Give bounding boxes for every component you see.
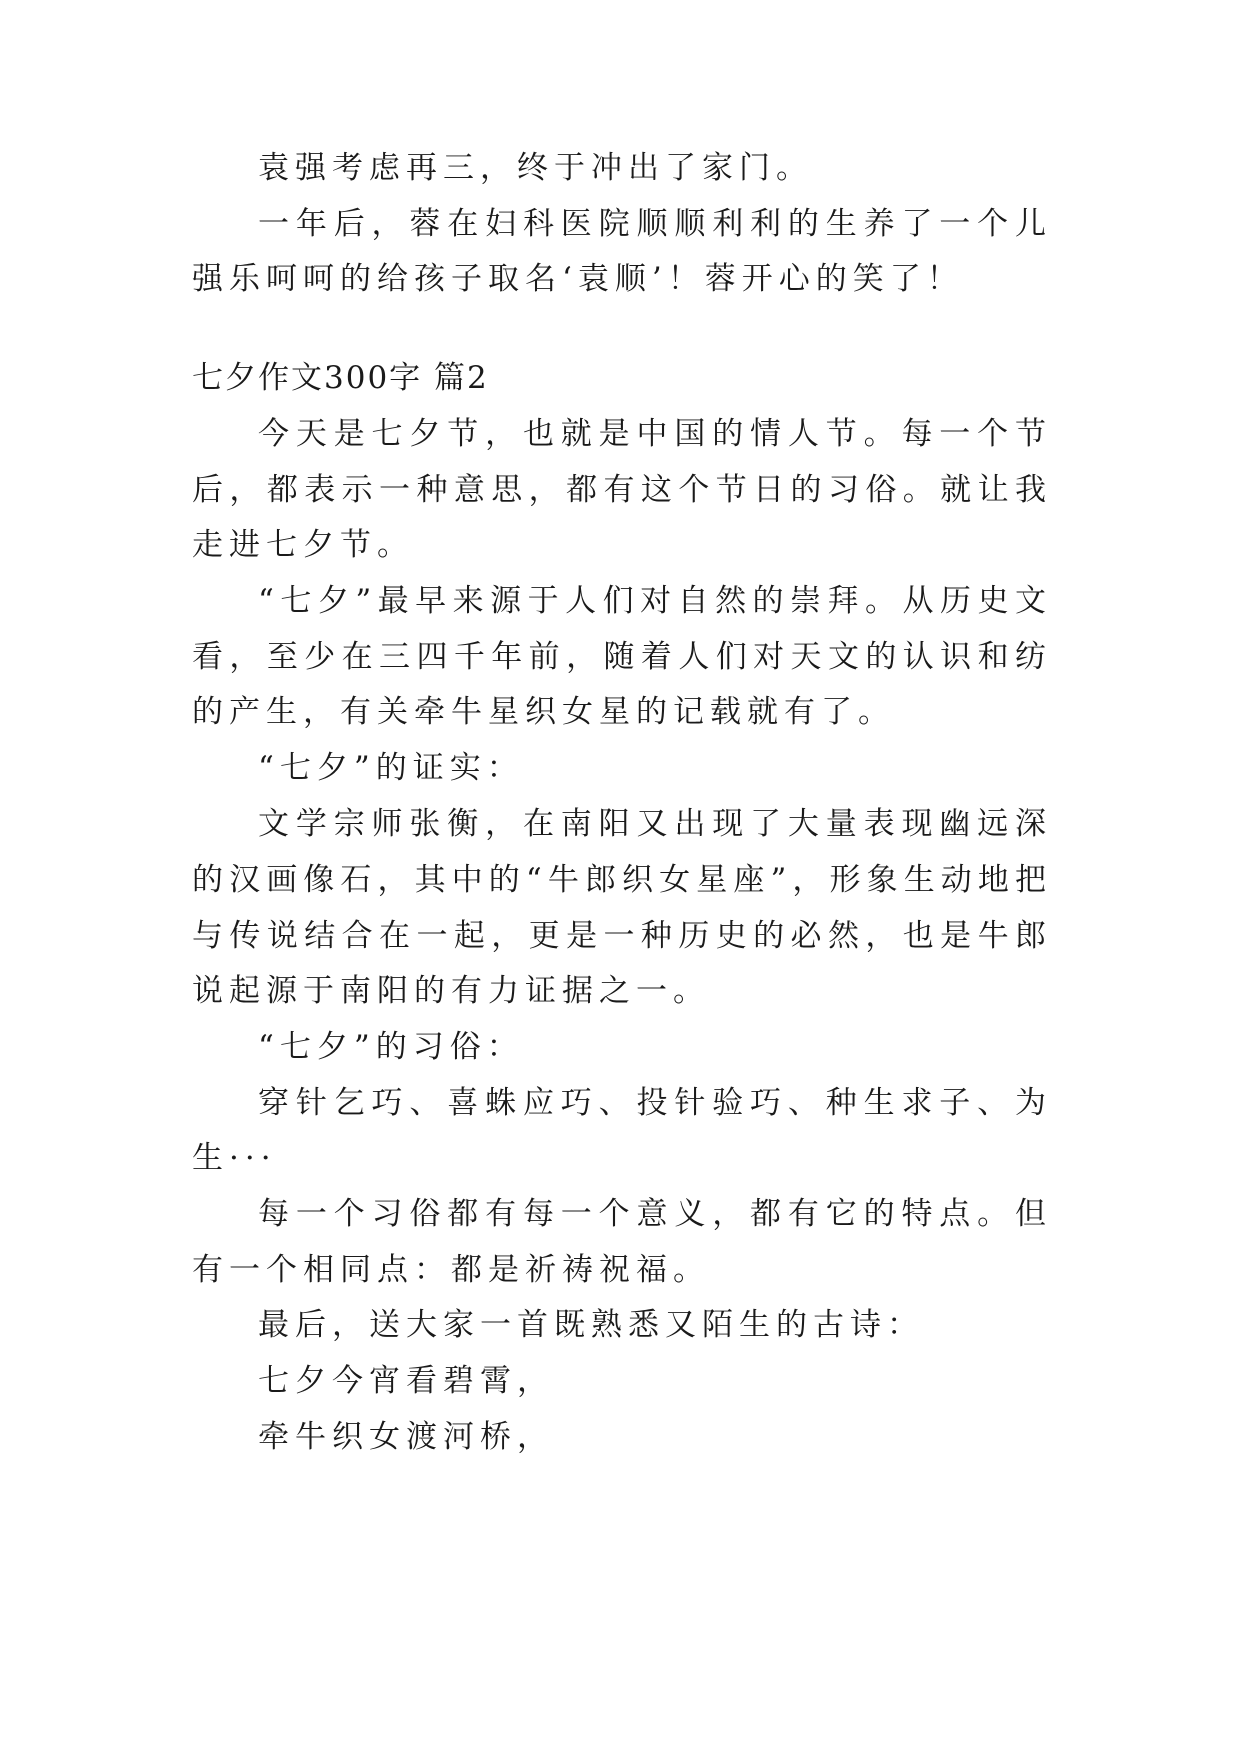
paragraph-line: 最后，送大家一首既熟悉又陌生的古诗： [258,1307,924,1343]
paragraph-line: 今天是七夕节，也就是中国的情人节。每一个节 [258,416,1052,452]
paragraph-line: “七夕”的习俗： [258,1029,524,1065]
paragraph-line: “七夕”最早来源于人们对自然的崇拜。从历史文 [258,583,1052,619]
paragraph-line: “七夕”的证实： [258,750,524,786]
paragraph-line: 与传说结合在一起，更是一种历史的必然，也是牛郎 [192,918,1052,954]
poem-line: 七夕今宵看碧霄， [258,1363,554,1399]
paragraph-line: 说起源于南阳的有力证据之一。 [192,973,710,1009]
paragraph-line: 穿针乞巧、喜蛛应巧、投针验巧、种生求子、为 [258,1085,1052,1121]
poem-line: 牵牛织女渡河桥， [258,1419,554,1455]
paragraph-line: 走进七夕节。 [192,527,414,563]
section-heading: 七夕作文300字 篇2 [192,360,489,396]
paragraph-line: 看，至少在三四千年前，随着人们对天文的认识和纺 [192,639,1052,675]
paragraph-line: 文学宗师张衡，在南阳又出现了大量表现幽远深 [258,806,1052,842]
paragraph-line: 有一个相同点：都是祈祷祝福。 [192,1252,710,1288]
paragraph-line: 每一个习俗都有每一个意义，都有它的特点。但 [258,1196,1052,1232]
paragraph-line: 后，都表示一种意思，都有这个节日的习俗。就让我 [192,472,1052,508]
paragraph-line: 袁强考虑再三，终于冲出了家门。 [258,150,813,186]
paragraph-line: 强乐呵呵的给孩子取名‘袁顺’！蓉开心的笑了！ [192,261,964,297]
paragraph-line: 一年后，蓉在妇科医院顺顺利利的生养了一个儿 [258,206,1052,242]
paragraph-line: 生··· [192,1140,277,1176]
paragraph-line: 的汉画像石，其中的“牛郎织女星座”，形象生动地把 [192,862,1052,898]
paragraph-line: 的产生，有关牵牛星织女星的记载就有了。 [192,694,895,730]
